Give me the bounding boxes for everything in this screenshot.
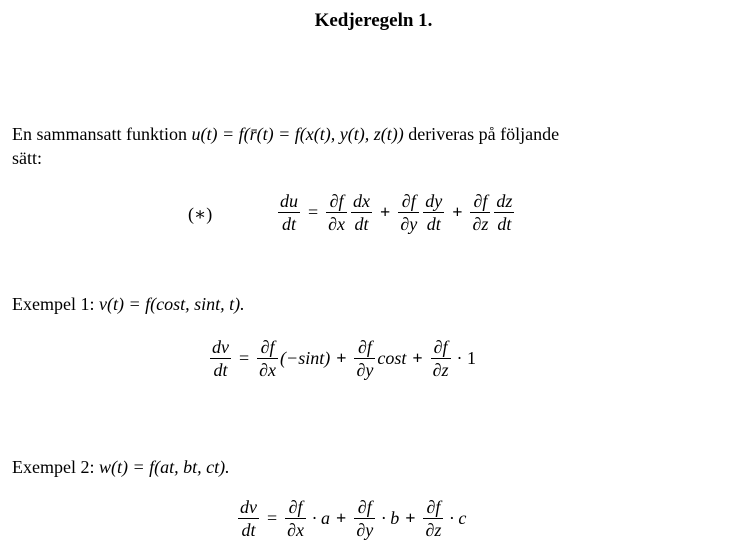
example-1-label: Exempel 1: bbox=[12, 294, 95, 314]
equation-tag: (∗) bbox=[188, 204, 213, 224]
partial-x-fraction bbox=[257, 336, 278, 381]
fraction-numerator: dx bbox=[353, 191, 371, 211]
plus-sign: + bbox=[336, 508, 347, 528]
dx-dt-fraction bbox=[351, 190, 372, 235]
intro-after: deriveras på följande bbox=[408, 124, 560, 144]
partial-x-fraction bbox=[285, 496, 306, 541]
equals-sign: = bbox=[267, 508, 278, 528]
plus-sign: + bbox=[380, 202, 391, 222]
fraction-numerator: ∂f bbox=[401, 191, 416, 211]
example-2-expression: w(t) = f(at, bt, ct). bbox=[98, 457, 230, 477]
fraction-denominator: ∂x bbox=[328, 214, 346, 234]
fraction-denominator: ∂z bbox=[432, 360, 449, 380]
equals-sign: = bbox=[239, 348, 250, 368]
fraction-denominator: ∂y bbox=[356, 520, 374, 540]
dy-dt-fraction bbox=[423, 190, 444, 235]
fraction-numerator: dy bbox=[425, 191, 443, 211]
fraction-denominator: dt bbox=[497, 214, 512, 234]
fraction-denominator: dt bbox=[241, 520, 256, 540]
fraction-denominator: ∂z bbox=[472, 214, 489, 234]
partial-y-fraction bbox=[398, 190, 419, 235]
fraction-numerator: du bbox=[280, 191, 298, 211]
partial-z-fraction bbox=[423, 496, 443, 541]
fraction-numerator: ∂f bbox=[357, 497, 372, 517]
plus-sign: + bbox=[405, 508, 416, 528]
fraction-denominator: dt bbox=[426, 214, 441, 234]
partial-z-fraction bbox=[431, 336, 451, 381]
partial-y-fraction bbox=[354, 496, 375, 541]
chain-rule-equation bbox=[276, 190, 516, 235]
term-factor: (−sint) bbox=[280, 348, 331, 368]
equals-sign: = bbox=[308, 202, 319, 222]
term-factor: · 1 bbox=[456, 348, 477, 368]
dz-dt-fraction bbox=[494, 190, 514, 235]
fraction-denominator: dt bbox=[281, 214, 296, 234]
plus-sign: + bbox=[412, 348, 423, 368]
example-1-line bbox=[12, 292, 245, 316]
fraction-denominator: ∂x bbox=[287, 520, 305, 540]
lhs-fraction bbox=[238, 496, 259, 541]
page-title: Kedjeregeln 1. bbox=[314, 10, 433, 31]
lhs-fraction bbox=[278, 190, 300, 235]
fraction-numerator: ∂f bbox=[288, 497, 303, 517]
plus-sign: + bbox=[452, 202, 463, 222]
fraction-denominator: dt bbox=[213, 360, 228, 380]
example-2-line bbox=[12, 455, 230, 479]
fraction-denominator: dt bbox=[354, 214, 369, 234]
intro-line-2: sätt: bbox=[12, 148, 42, 168]
intro-before: En sammansatt funktion bbox=[12, 124, 187, 144]
fraction-denominator: ∂y bbox=[400, 214, 418, 234]
intro-line-1 bbox=[12, 122, 559, 146]
partial-x-fraction bbox=[326, 190, 347, 235]
fraction-denominator: ∂y bbox=[356, 360, 374, 380]
fraction-numerator: ∂f bbox=[260, 337, 275, 357]
fraction-numerator: ∂f bbox=[426, 497, 441, 517]
example-2-label: Exempel 2: bbox=[12, 457, 95, 477]
fraction-numerator: dz bbox=[496, 191, 513, 211]
term-factor: cost bbox=[377, 348, 407, 368]
term-factor: · b bbox=[381, 508, 400, 528]
fraction-denominator: ∂z bbox=[425, 520, 442, 540]
fraction-numerator: ∂f bbox=[473, 191, 488, 211]
partial-z-fraction bbox=[470, 190, 490, 235]
partial-y-fraction bbox=[354, 336, 375, 381]
example-1-equation bbox=[208, 336, 476, 381]
term-factor: · c bbox=[449, 508, 467, 528]
fraction-numerator: dv bbox=[212, 337, 229, 357]
example-1-expression: v(t) = f(cost, sint, t). bbox=[98, 294, 245, 314]
fraction-numerator: dv bbox=[240, 497, 257, 517]
plus-sign: + bbox=[336, 348, 347, 368]
fraction-denominator: ∂x bbox=[259, 360, 277, 380]
term-factor: · a bbox=[312, 508, 331, 528]
lhs-fraction bbox=[210, 336, 231, 381]
example-2-equation bbox=[236, 496, 466, 541]
fraction-numerator: ∂f bbox=[433, 337, 448, 357]
fraction-numerator: ∂f bbox=[357, 337, 372, 357]
intro-expression: u(t) = f(r̄(t) = f(x(t), y(t), z(t)) bbox=[191, 124, 404, 144]
fraction-numerator: ∂f bbox=[329, 191, 344, 211]
